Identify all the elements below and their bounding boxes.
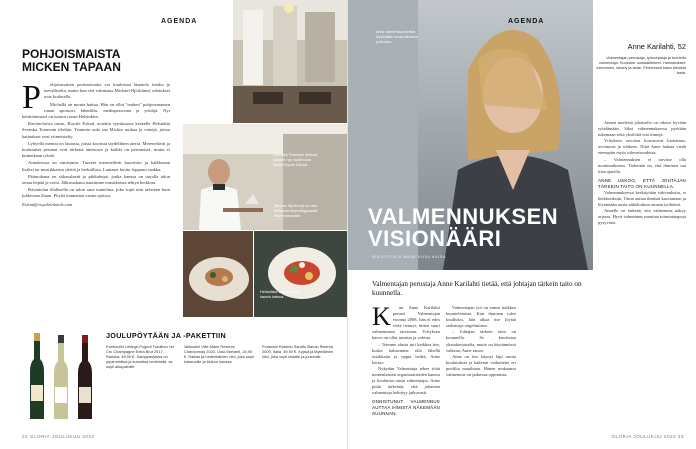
interior-photo — [233, 0, 347, 123]
left-headline: POHJOISMAISTA MICKEN TAPAAN — [22, 47, 121, 74]
left-paragraph: Michellä on monta hattua. Hän on ollut "maben" pohjoismainen ruuan sponsori, lähettiläs, mediapersoona ja yrittäjä. Nyt keittiömestari on tuonut ruoan Helsinkiin. — [22, 101, 170, 120]
wine-col-red: Punaviini Roberto Sarotto Barolo Riserva 2009, Italia, 49,90 €. Kypsä ja täyteläinen viini, joka sopii riistalle ja juustoille. — [262, 344, 334, 359]
right-paragraph: Nykyään Valmentaja tekee töitä monenlaisten organisaatioiden kanssa ja kouluttaa uusia valmentajia. Anne pitää tärkeänä, että jokainen valmentaja kehittyy jatkuvasti. — [372, 365, 440, 396]
restaurant-address: Estrad@royaleinlotels.com — [22, 201, 73, 207]
right-column-2 — [446, 305, 516, 378]
hero-title-line-1: VALMENNUKSEN — [368, 204, 559, 229]
left-paragraph: ohjoismaisen perinneruoka voi kuulostaa läsnäolo tutulta ja turvalliselta, mutta kun sitä valmistaa Michael Björklund, odotukset ovat korkealla. — [43, 82, 170, 100]
wine-recommendations — [22, 331, 342, 423]
left-paragraph: Ravintoloista uusin, Royale Estrad, avattiin syyskuussa keskelle Helsinkiä Svenska Teaternin tiloihin. Teatterin aula saa Mickin ruokaa ja viinejä, joissa kattaukset ovat viimeistelty. — [22, 121, 170, 139]
chef-photo — [183, 124, 347, 230]
subheading: ONNISTUNUT VALMENNUS AUTTAA IHMISTÄ NÄKEMÄÄN SUUNNAN. — [372, 399, 440, 417]
left-folio: 22 GLORIA JOULUKUU 2022 — [22, 434, 95, 439]
hero-title-line-2: VISIONÄÄRI — [368, 226, 502, 251]
dish-photo-1 — [183, 231, 253, 317]
interior-photo-caption: Svenska Teaternin tiloissa pääsee nyt nauttimaan myös Royale Estrad. — [273, 153, 317, 167]
right-column-1 — [372, 302, 440, 417]
right-folio: GLORIA JOULUKUU 2022 23 — [611, 434, 684, 439]
person-bio: Valmentajan perustaja, työnohjaaja ja tunnettu valmentaja. Koulutus: sosiaalitieteet. Harrastukset: lukeminen, kävely ja taide. Perheessä kaksi aikuista lasta. — [596, 55, 686, 75]
left-paragraph: Ravintolan illallisella on talon oma tunnelma, joka sopii niin arkiseen kuin juhlavaan iltaan. Pöytiä kannattaa varata ajoissa. — [22, 187, 170, 199]
right-paragraph: un Anne Karilahti perusti Valmentajan vuonna 2008, hän ei edes vielä tiennyt, miten suuri valmennusta tarvitaan. Yrityksen kasvu on ollut tasaista ja vahvaa. — [372, 305, 440, 341]
right-column-3 — [598, 120, 686, 226]
left-paragraph: Lyhyellä menuu on lautasia, joista koostuu täydellinen ateria. Merenelävät ja kotimaiset perunat ovat tärkeitä ainesosia ja kaikki on perinteistä, mutta ei kuitenkaan tylsää. — [22, 140, 170, 159]
hero-callout: Anne valmentaa ihmisiä löytämään omannäköisen polkunsa. — [376, 30, 419, 44]
hero-title — [368, 206, 558, 250]
right-paragraph: – Johtajan tärkein taito on kuunnella. Se kuulostaa yksinkertaiselta, mutta on käytännössä vaikeaa, Anne sanoo. — [446, 329, 516, 353]
dish-photo-2 — [254, 231, 347, 317]
hero-byline: KIRJOITTAJA ANNE KUVA KAISA — [372, 255, 447, 259]
right-paragraph: Yrityksen arvoissa korostuvat luottamus, avoimuus ja rohkeus. Niitä Anne haluaa viedä eteenpäin myös tulevaisuudessa. — [598, 138, 686, 156]
left-section-tag: AGENDA — [161, 18, 198, 25]
right-paragraph: Annen mielestä jokaisella on oikeus hyvään työelämään. Siksi valmennuksessa pyritään tukemaan sekä yksilöitä että tiimejä. — [598, 120, 686, 138]
left-article-body — [22, 79, 170, 208]
right-paragraph: Annelle on tärkeää, että valmennus näkyy arjessa. Hyvä valmennus muuttaa toimintatapoja pysyvästi. — [598, 208, 686, 226]
left-paragraph: Annoksissa on onnistuttu. Tuoreet merenelävät kuorittiin ja kalkkunan lisäksi on mustikkaista siistiä ja herkullista. Lautaset hiottu loppuun saakka. — [22, 160, 170, 172]
right-paragraph: – Valmennuksen ei tarvitse olla monimutkaista. Tärkeintä on, että ihminen saa tilaa ajatella. — [598, 156, 686, 174]
lead-dropcap: P — [22, 79, 41, 116]
wine-col-sparkling: Kuohuviini Lelarge-Pugeot Tradition 1er Cru Champagne Extra Brut 2017, Ranska, 49,90 €. Samppanjassa on piparminttua ja kuivattua hedelmää, se sopii alkupaloille. — [106, 344, 175, 369]
right-section-tag: AGENDA — [508, 18, 545, 25]
left-paragraph: Pääruokana on siikasalaatti ja pikkuleipä, jonka kanssa on tarjolla talon omaa leipää ja voita. Jälkiruokana nautimme mustikoista tehtyä herkkua. — [22, 173, 170, 186]
person-name: Anne Karilahti, 52 — [627, 42, 686, 51]
right-paragraph: Valmentajan työ on ennen kaikkea kuuntelemista. Kun ihminen tulee kuulluksi, hän alkaa itse löytää ratkaisuja ongelmiinsa. — [446, 305, 516, 329]
right-paragraph: Valmennuksessa keskitytään vahvuuksiin, ei heikkouksiin. Tämä auttaa ihmisiä kasvamaan ja löytämään uusia näkökulmia omaan työhönsä. — [598, 189, 686, 208]
wine-col-white: Valkoviini Ville Marie Reserve Chardonnay 2020, Uusi-Seelanti, 24,90 €. Raikas ja hedelmäinen viini, joka sopii kalaruoille ja kinkun kanssa. — [184, 344, 254, 364]
chef-photo-caption: Michael Björklund on taitu huikeasti etuprelagoaastä Ahvenanmaalle. — [274, 204, 318, 218]
article-dropcap: K — [372, 302, 391, 331]
wine-section-title: JOULUPÖYTÄÄN JA -PAKETTIIN — [106, 331, 227, 340]
dish-photo-caption: Herkullisia annoksia on kaunis katsoa. — [260, 290, 300, 299]
right-paragraph: Anne on itse käynyt läpi useita koulutuksia ja hakenut vaikutteita eri puolilta maailmaa. Hänen mukaansa valmennus on jatkuvaa oppimista. — [446, 353, 516, 378]
subheading: ANNE USKOO, ETTÄ JOHTAJAN TÄRKEIN TAITO ON KUUNNELLA. — [598, 177, 686, 189]
right-paragraph: – Teimme alusta asti kaikkea itse, koska halusimme olla lähellä asiakkaita ja oppia heiltä, Anne kertoo. — [372, 341, 440, 365]
article-intro: Valmentajan perustaja Anne Karilahti tietää, että johtajan tärkein taito on kuunnella. — [372, 280, 582, 297]
